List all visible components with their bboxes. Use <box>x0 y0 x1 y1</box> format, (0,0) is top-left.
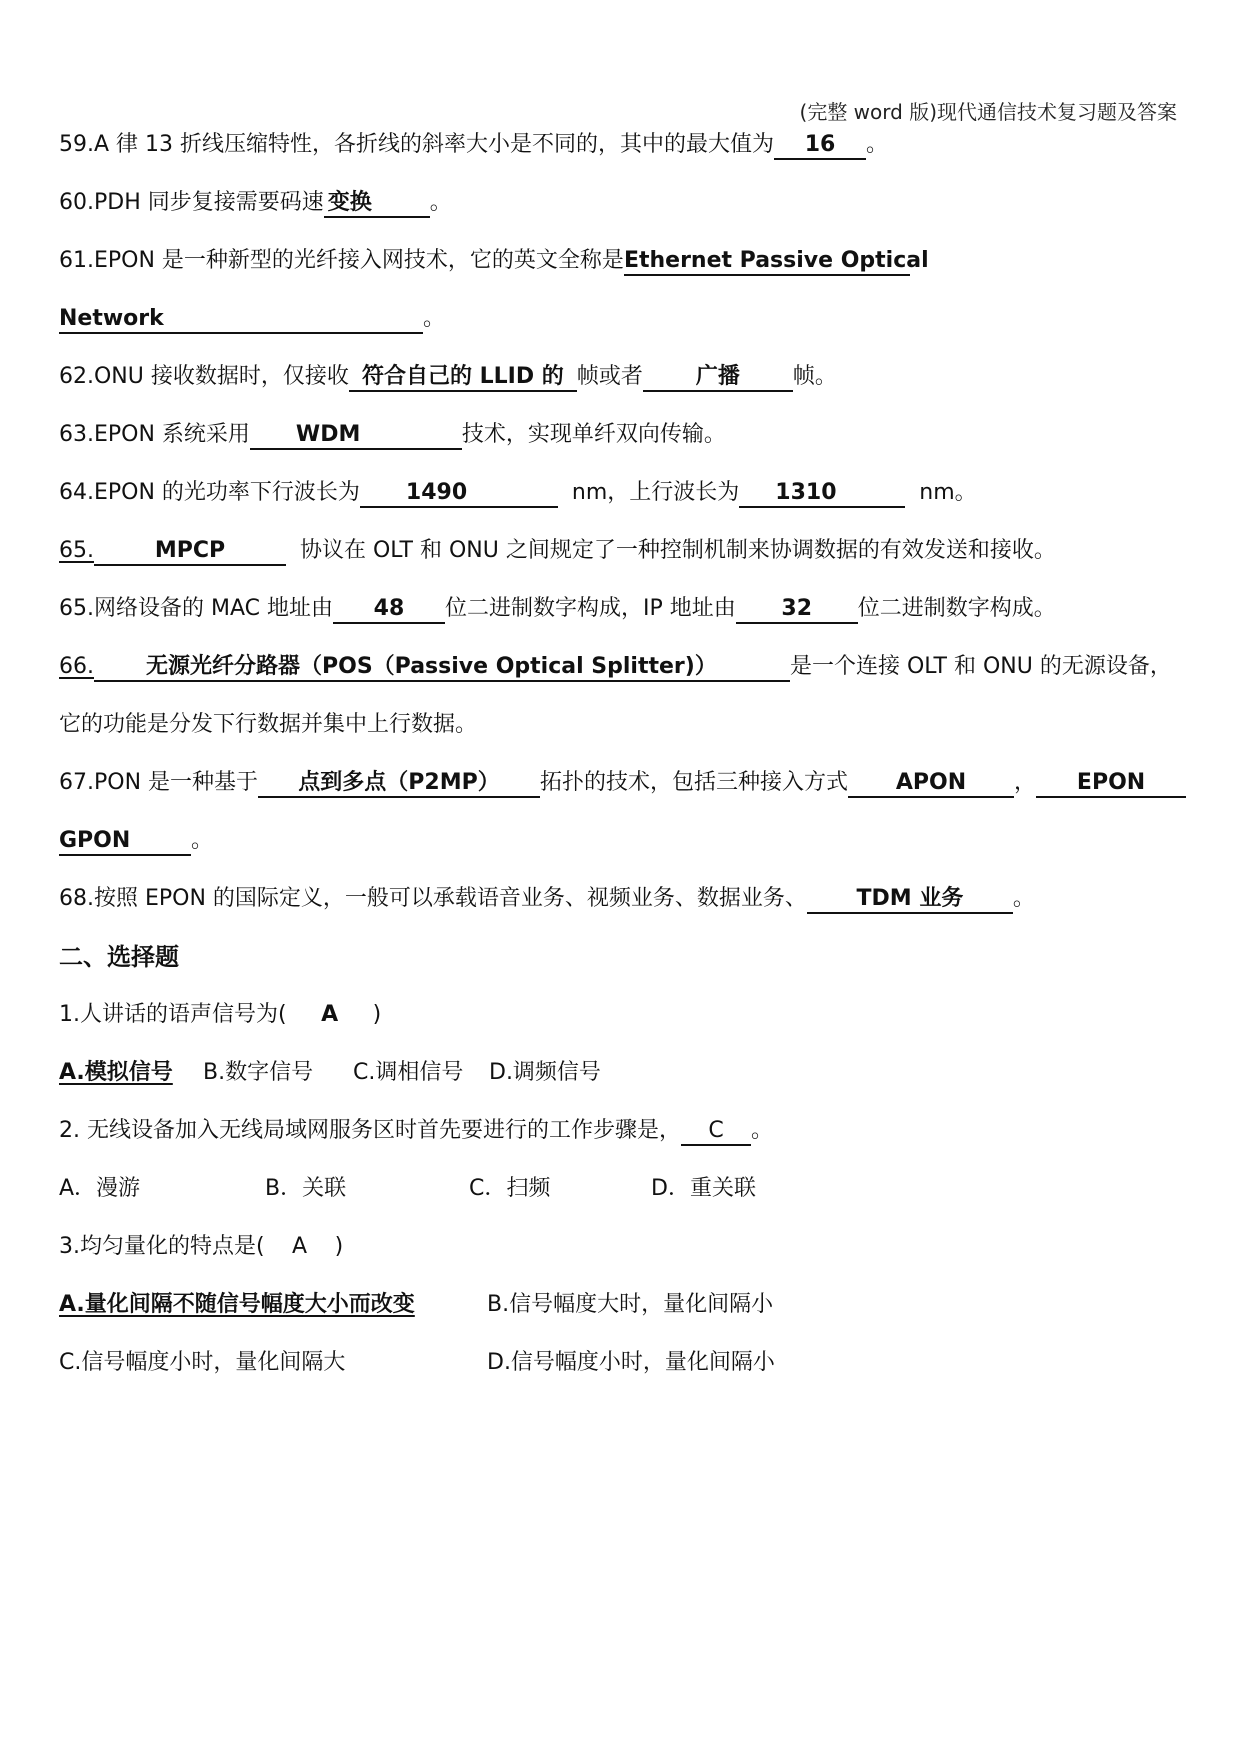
question-end: 位二进制数字构成。 <box>857 596 1056 621</box>
question-text: 67.PON 是一种基于 <box>59 770 259 795</box>
question-end: 技术，实现单纤双向传输。 <box>461 422 726 447</box>
answer-blank-2: 广播 <box>643 364 793 392</box>
question-text: 2. 无线设备加入无线局域网服务区时首先要进行的工作步骤是， <box>59 1118 681 1143</box>
answer-blank: C <box>681 1118 751 1146</box>
option-d: D.调频信号 <box>489 1060 601 1085</box>
question-text-mid: 拓扑的技术，包括三种接入方式 <box>540 770 849 795</box>
question-text: 62.ONU 接收数据时，仅接收 <box>59 364 349 389</box>
question-text: 协议在 OLT 和 ONU 之间规定了一种控制机制来协调数据的有效发送和接收。 <box>300 538 1056 563</box>
answer: A <box>292 1234 308 1259</box>
question-59 <box>59 130 1217 160</box>
option-a: A．漫游 <box>59 1176 141 1201</box>
paren-close: ) <box>372 1002 382 1027</box>
question-end: 。 <box>751 1118 774 1143</box>
option-c: C．扫频 <box>469 1176 551 1201</box>
answer: A <box>321 1002 339 1027</box>
question-text: 1.人讲话的语声信号为( <box>59 1002 287 1027</box>
answer-blank: MPCP <box>94 538 286 566</box>
answer-blank-1: 点到多点（P2MP） <box>258 770 540 798</box>
question-number: 65. <box>59 538 94 563</box>
option-a: A.模拟信号 <box>59 1060 173 1085</box>
option-c: C.信号幅度小时，量化间隔大 <box>59 1350 346 1375</box>
question-61-cont <box>59 304 1217 334</box>
document-header: (完整 word 版)现代通信技术复习题及答案 <box>799 100 1177 124</box>
answer-blank: Network <box>59 306 423 334</box>
question-end: nm。 <box>919 480 977 505</box>
question-63 <box>59 420 1217 450</box>
choice-question-3 <box>59 1232 1217 1262</box>
option-d: D．重关联 <box>651 1176 756 1201</box>
answer-blank-2: 32 <box>736 596 858 624</box>
question-62 <box>59 362 1217 392</box>
question-text: 它的功能是分发下行数据并集中上行数据。 <box>59 712 478 737</box>
choice-options-3a <box>59 1290 1217 1320</box>
question-end: 。 <box>191 828 214 853</box>
question-end: 。 <box>866 132 889 157</box>
question-text-mid: 位二进制数字构成，IP 地址由 <box>444 596 736 621</box>
answer-blank-3: EPON <box>1036 770 1186 798</box>
choice-options-2 <box>59 1174 1217 1204</box>
answer-blank: 16 <box>774 132 866 160</box>
question-end: 帧。 <box>792 364 837 389</box>
question-text: 59.A 律 13 折线压缩特性，各折线的斜率大小是不同的，其中的最大值为 <box>59 132 775 157</box>
question-text: 64.EPON 的光功率下行波长为 <box>59 480 360 505</box>
choice-options-1 <box>59 1058 1217 1088</box>
choice-question-1 <box>59 1000 1217 1030</box>
question-text-mid: nm，上行波长为 <box>571 480 740 505</box>
answer-blank: WDM <box>250 422 462 450</box>
question-67-cont <box>59 826 1217 856</box>
question-text: 65.网络设备的 MAC 地址由 <box>59 596 333 621</box>
paren-close: ) <box>334 1234 344 1259</box>
question-text: 68.按照 EPON 的国际定义，一般可以承载语音业务、视频业务、数据业务、 <box>59 886 807 911</box>
question-text: 3.均匀量化的特点是( <box>59 1234 265 1259</box>
answer-blank: 无源光纤分路器（POS（Passive Optical Splitter)） <box>94 654 790 682</box>
option-b: B.信号幅度大时，量化间隔小 <box>487 1292 774 1317</box>
option-b: B．关联 <box>265 1176 347 1201</box>
option-c: C.调相信号 <box>353 1060 464 1085</box>
option-a: A.量化间隔不随信号幅度大小而改变 <box>59 1292 415 1317</box>
answer-blank-2: 1310 <box>739 480 905 508</box>
question-text: 60.PDH 同步复接需要码速 <box>59 190 324 215</box>
question-number: 66. <box>59 654 94 679</box>
answer-blank-1: 1490 <box>360 480 558 508</box>
question-end: 。 <box>429 190 452 215</box>
answer-blank: Ethernet Passive Optical <box>624 248 910 276</box>
question-text: 61.EPON 是一种新型的光纤接入网技术，它的英文全称是 <box>59 248 624 273</box>
answer-blank: TDM 业务 <box>807 886 1013 914</box>
question-61 <box>59 246 1217 276</box>
answer-blank-1: 48 <box>333 596 445 624</box>
option-d: D.信号幅度小时，量化间隔小 <box>487 1350 775 1375</box>
answer-blank-2: APON <box>848 770 1014 798</box>
question-65a <box>59 536 1217 566</box>
question-end: 。 <box>1012 886 1035 911</box>
question-text: 是一个连接 OLT 和 ONU 的无源设备， <box>790 654 1172 679</box>
question-end: 。 <box>423 306 446 331</box>
section-title: 二、选择题 <box>59 943 179 971</box>
question-60 <box>59 188 1217 218</box>
separator: ， <box>1014 770 1037 795</box>
choice-options-3b <box>59 1348 1217 1378</box>
option-b: B.数字信号 <box>203 1060 314 1085</box>
question-66 <box>59 652 1217 682</box>
answer-blank-1: 符合自己的 LLID 的 <box>349 364 577 392</box>
choice-question-2 <box>59 1116 1217 1146</box>
question-text-mid: 帧或者 <box>576 364 643 389</box>
question-text: 63.EPON 系统采用 <box>59 422 250 447</box>
question-66-cont <box>59 710 1217 740</box>
question-64 <box>59 478 1217 508</box>
question-68 <box>59 884 1217 914</box>
answer-blank-4: GPON <box>59 828 191 856</box>
question-65b <box>59 594 1217 624</box>
answer-blank: 变换 <box>324 190 430 218</box>
question-67 <box>59 768 1217 798</box>
